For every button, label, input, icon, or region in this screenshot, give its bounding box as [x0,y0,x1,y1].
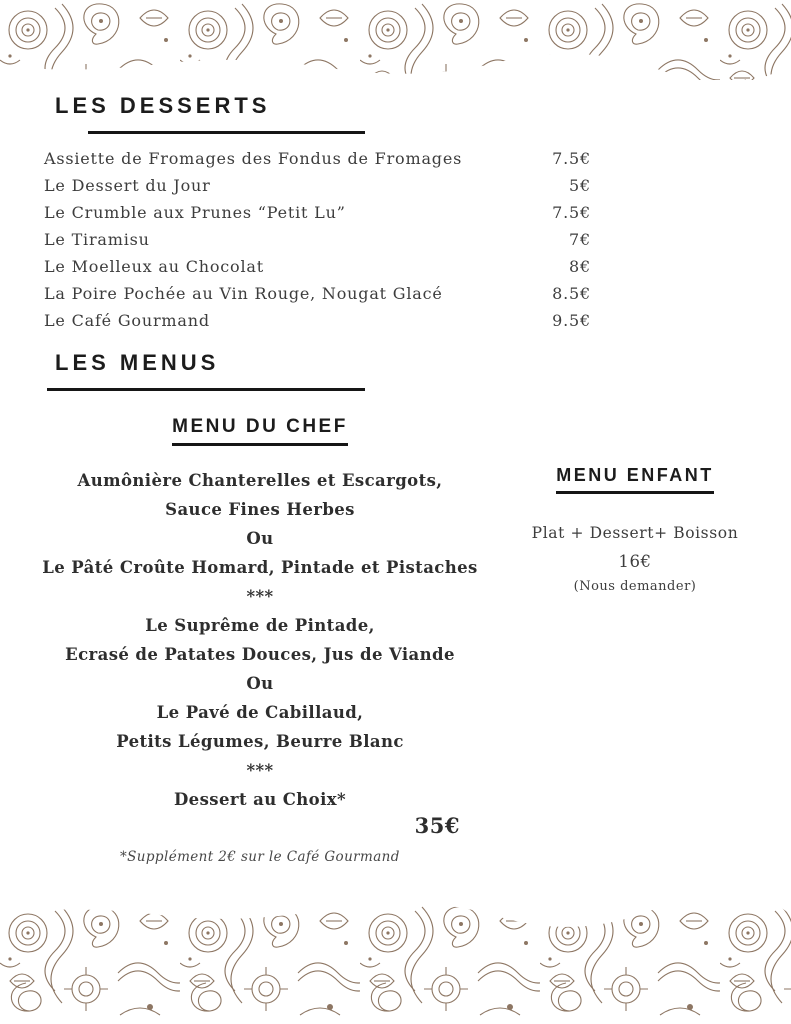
chef-menu-separator: *** [246,761,274,780]
chef-menu-footnote: *Supplément 2€ sur le Café Gourmand [120,849,400,865]
kids-menu-price: 16€ [618,552,652,571]
dessert-item [44,257,591,284]
kids-menu-header [505,465,765,494]
desserts-title-underline [88,131,365,134]
chef-menu-line: Aumônière Chanterelles et Escargots, [77,471,443,490]
chef-menu-line: Le Pâté Croûte Homard, Pintade et Pistaches [42,558,478,577]
dessert-price: 7.5€ [552,203,591,222]
chef-menu-line: Sauce Fines Herbes [165,500,355,519]
dessert-item [44,203,591,230]
dessert-name: Le Tiramisu [44,230,150,249]
dessert-name: Le Moelleux au Chocolat [44,257,264,276]
chef-menu-line: Dessert au Choix* [173,790,347,809]
dessert-item [44,176,591,203]
dessert-price: 5€ [569,176,591,195]
chef-menu-line: Ou [246,529,274,548]
dessert-item [44,311,591,338]
dessert-name: La Poire Pochée au Vin Rouge, Nougat Glacé [44,284,443,303]
dessert-price: 8€ [569,257,591,276]
dessert-item [44,149,591,176]
menus-title-underline [47,388,365,391]
chef-menu-price: 35€ [414,813,460,838]
decorative-border-top [0,0,791,80]
desserts-title: LES DESSERTS [55,93,271,118]
chef-menu-lines [40,466,480,814]
dessert-price: 8.5€ [552,284,591,303]
chef-menu-separator: *** [246,587,274,606]
floral-pattern-bottom [0,903,791,1024]
chef-menu-title: MENU DU CHEF [172,416,348,446]
chef-menu-line: Le Suprême de Pintade, [145,616,375,635]
dessert-item [44,230,591,257]
dessert-price: 7.5€ [552,149,591,168]
chef-menu-header [40,416,480,446]
menus-title: LES MENUS [55,350,220,375]
chef-menu-line: Petits Légumes, Beurre Blanc [116,732,404,751]
kids-menu-note: (Nous demander) [573,579,697,594]
dessert-name: Assiette de Fromages des Fondus de Fromages [44,149,463,168]
dessert-price: 9.5€ [552,311,591,330]
kids-menu-description: Plat + Dessert+ Boisson [531,524,739,542]
dessert-name: Le Crumble aux Prunes “Petit Lu” [44,203,346,222]
chef-menu-line: Ou [246,674,274,693]
dessert-price: 7€ [569,230,591,249]
chef-menu-line: Le Pavé de Cabillaud, [156,703,364,722]
chef-menu-line: Ecrasé de Patates Douces, Jus de Viande [65,645,455,664]
floral-pattern-top [0,0,791,80]
dessert-list [44,149,591,338]
kids-menu-title: MENU ENFANT [556,465,714,494]
decorative-border-bottom [0,903,791,1024]
dessert-item [44,284,591,311]
dessert-name: Le Café Gourmand [44,311,210,330]
dessert-name: Le Dessert du Jour [44,176,211,195]
